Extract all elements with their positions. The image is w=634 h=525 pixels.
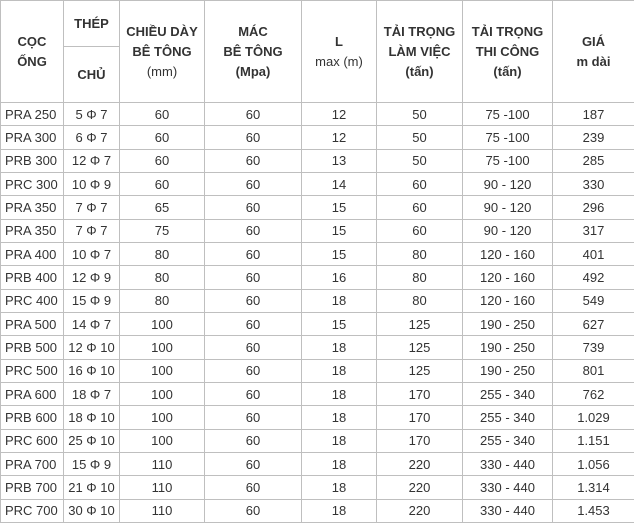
cell-code: PRA 350 — [1, 219, 64, 242]
cell-code: PRB 500 — [1, 336, 64, 359]
cell-working-load: 170 — [377, 429, 463, 452]
cell-construction-load: 120 - 160 — [463, 242, 553, 265]
cell-lmax: 18 — [302, 429, 377, 452]
cell-code: PRA 400 — [1, 242, 64, 265]
cell-construction-load: 90 - 120 — [463, 196, 553, 219]
cell-construction-load: 75 -100 — [463, 103, 553, 126]
cell-price: 401 — [553, 242, 634, 265]
cell-price: 1.029 — [553, 406, 634, 429]
header-mac: MÁC BÊ TÔNG (Mpa) — [205, 1, 302, 103]
cell-construction-load: 90 - 120 — [463, 219, 553, 242]
cell-price: 762 — [553, 382, 634, 405]
cell-steel: 18 Φ 10 — [64, 406, 120, 429]
cell-construction-load: 120 - 160 — [463, 266, 553, 289]
cell-thickness: 80 — [120, 289, 205, 312]
cell-grade: 60 — [205, 429, 302, 452]
cell-grade: 60 — [205, 476, 302, 499]
table-row — [1, 382, 634, 405]
cell-working-load: 50 — [377, 149, 463, 172]
table-row — [1, 429, 634, 452]
cell-construction-load: 190 - 250 — [463, 336, 553, 359]
table-row — [1, 312, 634, 335]
cell-construction-load: 255 - 340 — [463, 429, 553, 452]
cell-grade: 60 — [205, 382, 302, 405]
cell-construction-load: 330 - 440 — [463, 476, 553, 499]
cell-lmax: 18 — [302, 452, 377, 475]
cell-price: 1.056 — [553, 452, 634, 475]
table-row — [1, 266, 634, 289]
cell-steel: 7 Φ 7 — [64, 219, 120, 242]
table-body — [1, 103, 634, 523]
cell-code: PRA 600 — [1, 382, 64, 405]
cell-construction-load: 90 - 120 — [463, 172, 553, 195]
cell-grade: 60 — [205, 219, 302, 242]
header-coc-ong: CỌC ỐNG — [1, 1, 64, 103]
cell-steel: 15 Φ 9 — [64, 452, 120, 475]
table-row — [1, 149, 634, 172]
cell-construction-load: 75 -100 — [463, 149, 553, 172]
cell-lmax: 12 — [302, 126, 377, 149]
header-chieu-day: CHIỀU DÀY BÊ TÔNG (mm) — [120, 1, 205, 103]
cell-construction-load: 190 - 250 — [463, 312, 553, 335]
cell-grade: 60 — [205, 149, 302, 172]
table-row — [1, 242, 634, 265]
cell-lmax: 15 — [302, 242, 377, 265]
cell-code: PRA 250 — [1, 103, 64, 126]
cell-lmax: 15 — [302, 219, 377, 242]
cell-steel: 6 Φ 7 — [64, 126, 120, 149]
cell-thickness: 100 — [120, 312, 205, 335]
cell-grade: 60 — [205, 406, 302, 429]
cell-code: PRC 400 — [1, 289, 64, 312]
cell-price: 492 — [553, 266, 634, 289]
cell-lmax: 14 — [302, 172, 377, 195]
cell-price: 1.453 — [553, 499, 634, 522]
table-row — [1, 499, 634, 522]
cell-code: PRB 700 — [1, 476, 64, 499]
cell-code: PRC 500 — [1, 359, 64, 382]
cell-construction-load: 330 - 440 — [463, 499, 553, 522]
table-header — [1, 1, 634, 103]
cell-steel: 30 Φ 10 — [64, 499, 120, 522]
cell-working-load: 170 — [377, 406, 463, 429]
cell-steel: 10 Φ 7 — [64, 242, 120, 265]
cell-working-load: 170 — [377, 382, 463, 405]
cell-thickness: 65 — [120, 196, 205, 219]
header-tai-trong-lam-viec: TẢI TRỌNG LÀM VIỆC (tấn) — [377, 1, 463, 103]
cell-thickness: 80 — [120, 242, 205, 265]
cell-steel: 15 Φ 9 — [64, 289, 120, 312]
cell-grade: 60 — [205, 172, 302, 195]
cell-steel: 12 Φ 9 — [64, 266, 120, 289]
table-row — [1, 289, 634, 312]
cell-lmax: 18 — [302, 382, 377, 405]
cell-price: 549 — [553, 289, 634, 312]
table-row — [1, 126, 634, 149]
cell-thickness: 80 — [120, 266, 205, 289]
cell-working-load: 220 — [377, 499, 463, 522]
cell-code: PRA 300 — [1, 126, 64, 149]
cell-working-load: 125 — [377, 336, 463, 359]
cell-price: 239 — [553, 126, 634, 149]
cell-grade: 60 — [205, 196, 302, 219]
cell-thickness: 60 — [120, 172, 205, 195]
cell-steel: 18 Φ 7 — [64, 382, 120, 405]
cell-lmax: 18 — [302, 476, 377, 499]
cell-code: PRC 700 — [1, 499, 64, 522]
cell-price: 296 — [553, 196, 634, 219]
cell-thickness: 100 — [120, 406, 205, 429]
cell-working-load: 80 — [377, 266, 463, 289]
cell-grade: 60 — [205, 499, 302, 522]
cell-steel: 10 Φ 9 — [64, 172, 120, 195]
header-l-max: L max (m) — [302, 1, 377, 103]
cell-grade: 60 — [205, 336, 302, 359]
table-row — [1, 103, 634, 126]
cell-thickness: 100 — [120, 382, 205, 405]
cell-working-load: 80 — [377, 242, 463, 265]
cell-lmax: 18 — [302, 336, 377, 359]
cell-lmax: 12 — [302, 103, 377, 126]
cell-price: 317 — [553, 219, 634, 242]
cell-code: PRA 350 — [1, 196, 64, 219]
cell-price: 1.151 — [553, 429, 634, 452]
table-row — [1, 476, 634, 499]
cell-thickness: 60 — [120, 149, 205, 172]
cell-construction-load: 255 - 340 — [463, 406, 553, 429]
cell-construction-load: 75 -100 — [463, 126, 553, 149]
header-tai-trong-thi-cong: TẢI TRỌNG THI CÔNG (tấn) — [463, 1, 553, 103]
cell-working-load: 220 — [377, 476, 463, 499]
cell-construction-load: 190 - 250 — [463, 359, 553, 382]
header-chu: CHỦ — [64, 47, 120, 103]
cell-working-load: 125 — [377, 359, 463, 382]
cell-thickness: 100 — [120, 429, 205, 452]
cell-code: PRC 600 — [1, 429, 64, 452]
cell-price: 627 — [553, 312, 634, 335]
header-gia: GIÁ m dài — [553, 1, 634, 103]
cell-grade: 60 — [205, 452, 302, 475]
cell-construction-load: 330 - 440 — [463, 452, 553, 475]
cell-working-load: 60 — [377, 172, 463, 195]
table-row — [1, 359, 634, 382]
cell-lmax: 18 — [302, 289, 377, 312]
cell-price: 285 — [553, 149, 634, 172]
table-row — [1, 196, 634, 219]
cell-working-load: 50 — [377, 126, 463, 149]
cell-working-load: 125 — [377, 312, 463, 335]
cell-thickness: 110 — [120, 476, 205, 499]
cell-construction-load: 255 - 340 — [463, 382, 553, 405]
cell-steel: 14 Φ 7 — [64, 312, 120, 335]
cell-thickness: 60 — [120, 103, 205, 126]
cell-grade: 60 — [205, 266, 302, 289]
cell-grade: 60 — [205, 289, 302, 312]
cell-code: PRA 700 — [1, 452, 64, 475]
cell-working-load: 50 — [377, 103, 463, 126]
cell-working-load: 60 — [377, 219, 463, 242]
cell-working-load: 80 — [377, 289, 463, 312]
cell-thickness: 110 — [120, 499, 205, 522]
cell-price: 330 — [553, 172, 634, 195]
cell-steel: 7 Φ 7 — [64, 196, 120, 219]
cell-steel: 21 Φ 10 — [64, 476, 120, 499]
cell-steel: 5 Φ 7 — [64, 103, 120, 126]
cell-steel: 16 Φ 10 — [64, 359, 120, 382]
cell-code: PRB 300 — [1, 149, 64, 172]
cell-code: PRA 500 — [1, 312, 64, 335]
cell-price: 1.314 — [553, 476, 634, 499]
cell-thickness: 60 — [120, 126, 205, 149]
cell-construction-load: 120 - 160 — [463, 289, 553, 312]
cell-steel: 25 Φ 10 — [64, 429, 120, 452]
cell-grade: 60 — [205, 242, 302, 265]
cell-thickness: 75 — [120, 219, 205, 242]
cell-code: PRB 600 — [1, 406, 64, 429]
cell-price: 187 — [553, 103, 634, 126]
cell-thickness: 100 — [120, 359, 205, 382]
cell-grade: 60 — [205, 103, 302, 126]
cell-lmax: 18 — [302, 499, 377, 522]
cell-grade: 60 — [205, 126, 302, 149]
table-row — [1, 406, 634, 429]
header-thep: THÉP — [64, 1, 120, 47]
cell-lmax: 15 — [302, 312, 377, 335]
cell-lmax: 13 — [302, 149, 377, 172]
cell-lmax: 16 — [302, 266, 377, 289]
cell-steel: 12 Φ 7 — [64, 149, 120, 172]
table-row — [1, 452, 634, 475]
table-row — [1, 219, 634, 242]
cell-working-load: 220 — [377, 452, 463, 475]
cell-lmax: 15 — [302, 196, 377, 219]
cell-thickness: 100 — [120, 336, 205, 359]
cell-thickness: 110 — [120, 452, 205, 475]
cell-code: PRC 300 — [1, 172, 64, 195]
cell-price: 801 — [553, 359, 634, 382]
cell-grade: 60 — [205, 359, 302, 382]
table-row — [1, 172, 634, 195]
table-row — [1, 336, 634, 359]
cell-code: PRB 400 — [1, 266, 64, 289]
cell-price: 739 — [553, 336, 634, 359]
cell-lmax: 18 — [302, 359, 377, 382]
cell-lmax: 18 — [302, 406, 377, 429]
cell-steel: 12 Φ 10 — [64, 336, 120, 359]
cell-working-load: 60 — [377, 196, 463, 219]
cell-grade: 60 — [205, 312, 302, 335]
